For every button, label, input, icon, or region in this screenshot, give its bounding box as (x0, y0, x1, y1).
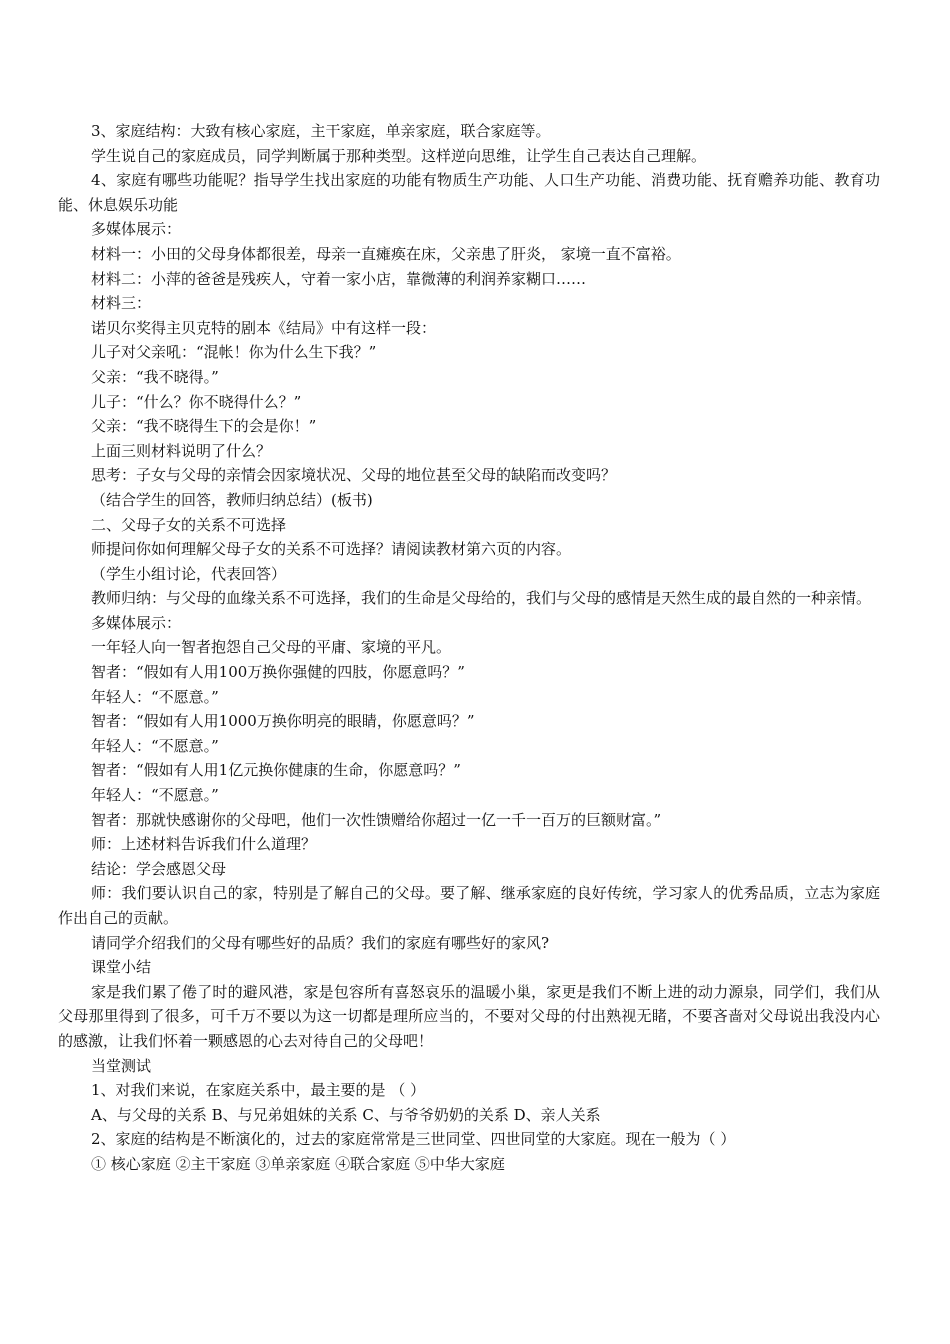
paragraph: 年轻人：“不愿意。” (91, 736, 219, 755)
paragraph: 智者：“假如有人用100万换你强健的四肢，你愿意吗？” (91, 663, 465, 682)
paragraph: 4、家庭有哪些功能呢？指导学生找出家庭的功能有物质生产功能、人口生产功能、消费功能、抚育赡养功能、教育功能、休息娱乐功能 (58, 171, 880, 214)
paragraph: 请同学介绍我们的父母有哪些好的品质？我们的家庭有哪些好的家风? (91, 933, 550, 952)
paragraph: 材料三： (91, 294, 152, 313)
paragraph: 一年轻人向一智者抱怨自己父母的平庸、家境的平凡。 (91, 638, 452, 657)
paragraph: 智者：“假如有人用1亿元换你健康的生命，你愿意吗？” (91, 761, 461, 780)
paragraph: 3、家庭结构：大致有核心家庭，主干家庭，单亲家庭，联合家庭等。 (91, 122, 551, 140)
paragraph: 师提问你如何理解父母子女的关系不可选择？请阅读教材第六页的内容。 (91, 540, 572, 559)
paragraph: 多媒体展示： (91, 613, 182, 632)
paragraph: 师：上述材料告诉我们什么道理？ (91, 835, 317, 854)
paragraph: 父亲：“我不晓得生下的会是你！” (91, 417, 317, 436)
paragraph: 材料一：小田的父母身体都很差，母亲一直瘫痪在床，父亲患了肝炎， 家境一直不富裕。 (91, 244, 681, 263)
paragraph: 智者：“假如有人用1000万换你明亮的眼睛，你愿意吗？” (91, 712, 475, 731)
section-heading: 当堂测试 (91, 1056, 152, 1075)
paragraph: 思考：子女与父母的亲情会因家境状况、父母的地位甚至父母的缺陷而改变吗？ (91, 466, 617, 485)
document-body (58, 119, 880, 1177)
section-heading: 二、父母子女的关系不可选择 (91, 515, 287, 534)
paragraph: 家是我们累了倦了时的避风港，家是包容所有喜怒哀乐的温暖小巢，家更是我们不断上进的动力源泉，同学们，我们从父母那里得到了很多，可千万不要以为这一切都是理所应当的，不要对父母的付出熟视无睹，不要吝啬对父母说出我没内心的感激，让我们怀着一颗感恩的心去对待自己的父母吧！ (58, 982, 880, 1050)
question: 1、对我们来说，在家庭关系中，最主要的是 （ ） (91, 1081, 426, 1100)
answer-options: ① 核心家庭 ②主干家庭 ③单亲家庭 ④联合家庭 ⑤中华大家庭 (91, 1154, 505, 1173)
paragraph: （学生小组讨论，代表回答） (91, 564, 287, 583)
paragraph: 教师归纳：与父母的血缘关系不可选择，我们的生命是父母给的，我们与父母的感情是天然生成的最自然的一种亲情。 (91, 589, 872, 608)
paragraph: 学生说自己的家庭成员，同学判断属于那种类型。这样逆向思维，让学生自己表达自己理解。 (91, 146, 707, 165)
paragraph: 儿子：“什么？你不晓得什么？” (91, 392, 302, 411)
question: 2、家庭的结构是不断演化的，过去的家庭常常是三世同堂、四世同堂的大家庭。现在一般为（ ） (91, 1130, 736, 1149)
paragraph: 师：我们要认识自己的家，特别是了解自己的父母。要了解、继承家庭的良好传统，学习家人的优秀品质，立志为家庭作出自己的贡献。 (58, 884, 880, 927)
paragraph: 材料二：小萍的爸爸是残疾人，守着一家小店，靠微薄的利润养家糊口…… (91, 269, 587, 288)
paragraph: 结论：学会感恩父母 (91, 859, 227, 878)
paragraph: 诺贝尔奖得主贝克特的剧本《结局》中有这样一段： (91, 318, 437, 337)
paragraph: 年轻人：“不愿意。” (91, 786, 219, 805)
paragraph: 年轻人：“不愿意。” (91, 687, 219, 706)
paragraph: 上面三则材料说明了什么？ (91, 441, 272, 460)
paragraph: （结合学生的回答，教师归纳总结）(板书) (91, 490, 373, 509)
paragraph: 父亲：“我不晓得。” (91, 367, 219, 386)
answer-options: A、与父母的关系 B、与兄弟姐妹的关系 C、与爷爷奶奶的关系 D、亲人关系 (91, 1105, 601, 1124)
paragraph: 智者：那就快感谢你的父母吧，他们一次性馈赠给你超过一亿一千一百万的巨额财富。” (91, 810, 662, 829)
section-heading: 课堂小结 (91, 958, 152, 977)
paragraph: 多媒体展示： (91, 220, 182, 239)
paragraph: 儿子对父亲吼：“混帐！你为什么生下我？” (91, 343, 377, 362)
